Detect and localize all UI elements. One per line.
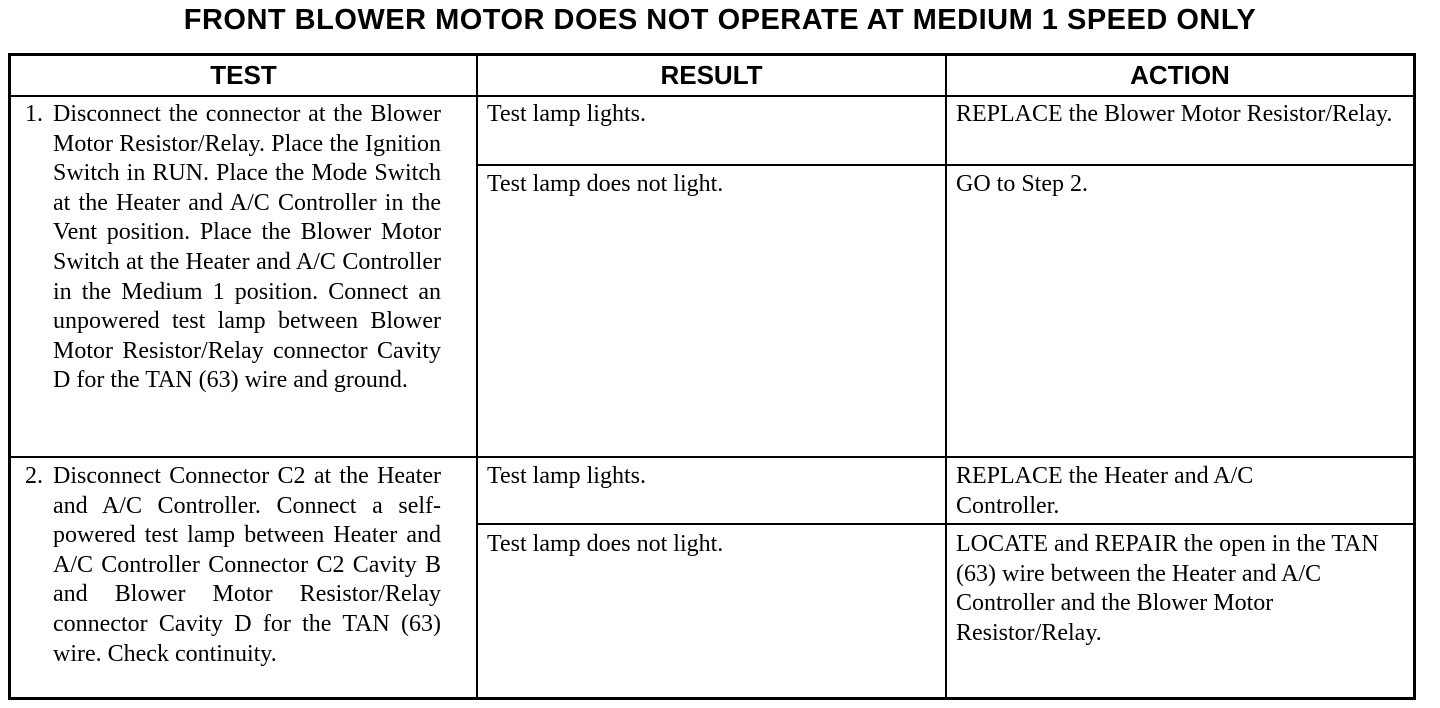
result-cell: Test lamp lights.	[487, 101, 646, 127]
test-step-1	[11, 100, 471, 456]
step-number: 2.	[25, 463, 43, 489]
step-separator-rule	[11, 456, 1413, 458]
result-cell: Test lamp does not light.	[487, 171, 724, 197]
action-cell: GO to Step 2.	[956, 171, 1088, 197]
result-cell: Test lamp does not light.	[487, 531, 724, 557]
step-1-outcome-rule	[478, 164, 1413, 166]
step-instructions: Disconnect the connector at the Blower Motor Resistor/Relay. Place the Ignition Switch in RUN. Place the Mode Switch at the Heater and A/C Controller in the Vent position. Place the Blower Motor Switch at the Heater and A/C Controller in the Medium 1 position. Connect an unpowered test lamp between Blower Motor Resistor/Relay connector Cavity D for the TAN (63) wire and ground.	[53, 101, 441, 394]
header-result: RESULT	[660, 60, 763, 90]
action-cell: REPLACE the Blower Motor Resistor/Relay.	[956, 101, 1393, 127]
column-divider-result-action	[945, 56, 947, 697]
header-test: TEST	[210, 60, 277, 90]
header-action: ACTION	[1130, 60, 1230, 90]
diagnostic-table	[8, 53, 1416, 700]
header-rule	[11, 95, 1413, 97]
step-2-outcome-rule	[478, 523, 1413, 525]
column-divider-test-result	[476, 56, 478, 697]
page-title: FRONT BLOWER MOTOR DOES NOT OPERATE AT MEDIUM 1 SPEED ONLY	[183, 4, 1257, 36]
step-number: 1.	[25, 101, 43, 127]
action-cell: LOCATE and REPAIR the open in the TAN (63) wire between the Heater and A/C Controller and the Blower Motor Resistor/Relay.	[956, 531, 1379, 646]
result-cell: Test lamp lights.	[487, 463, 646, 489]
step-instructions: Disconnect Connector C2 at the Heater and A/C Controller. Connect a self-powered test lamp between Heater and A/C Controller Connector C2 Cavity B and Blower Motor Resistor/Relay connector Cavity D for the TAN (63) wire. Check continuity.	[53, 463, 441, 667]
test-step-2	[11, 462, 471, 698]
action-cell: REPLACE the Heater and A/C Controller.	[956, 463, 1254, 519]
